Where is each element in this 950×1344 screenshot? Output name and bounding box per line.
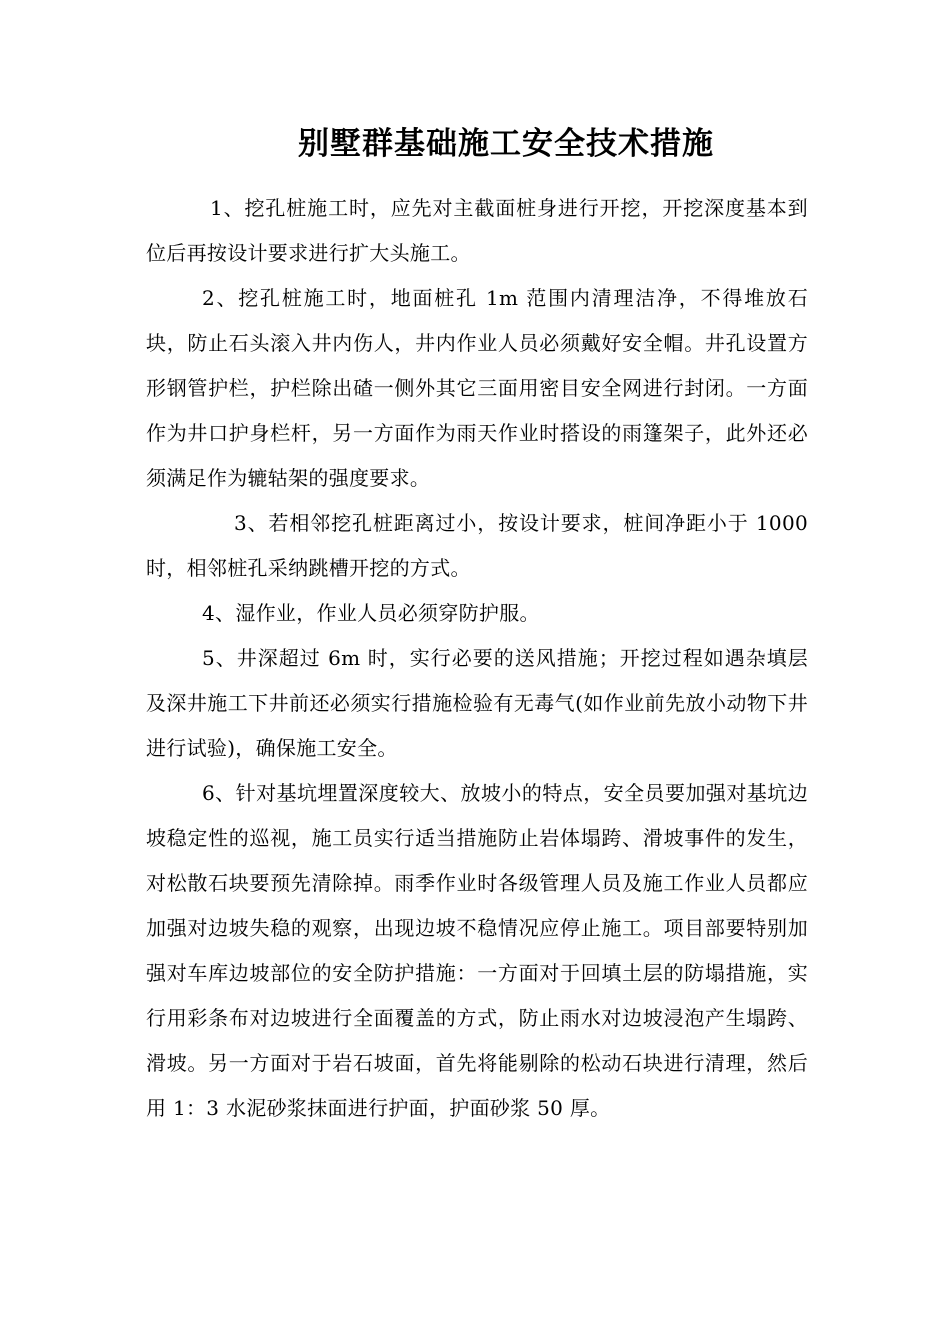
document-body [146, 186, 808, 1131]
paragraph-5: 5、井深超过 6m 时，实行必要的送风措施；开挖过程如遇杂填层及深井施工下井前还必须实行措施检验有无毒气(如作业前先放小动物下井进行试验)，确保施工安全。 [146, 646, 808, 760]
paragraph-3: 3、若相邻挖孔桩距离过小，按设计要求，桩间净距小于 1000 时，相邻桩孔采纳跳槽开挖的方式。 [146, 511, 808, 580]
document-title: 别墅群基础施工安全技术措施 [298, 126, 714, 162]
paragraph-6: 6、针对基坑埋置深度较大、放坡小的特点，安全员要加强对基坑边坡稳定性的巡视，施工员实行适当措施防止岩体塌跨、滑坡事件的发生，对松散石块要预先清除掉。雨季作业时各级管理人员及施工作业人员都应加强对边坡失稳的观察，出现边坡不稳情况应停止施工。项目部要特别加强对车库边坡部位的安全防护措施：一方面对于回填土层的防塌措施，实行用彩条布对边坡进行全面覆盖的方式，防止雨水对边坡浸泡产生塌跨、滑坡。另一方面对于岩石坡面，首先将能剔除的松动石块进行清理，然后用 1：3 水泥砂浆抹面进行护面，护面砂浆 50 厚。 [146, 781, 808, 1120]
paragraph-4: 4、湿作业，作业人员必须穿防护服。 [202, 601, 540, 625]
paragraph-1: 1、挖孔桩施工时，应先对主截面桩身进行开挖，开挖深度基本到位后再按设计要求进行扩大头施工。 [146, 196, 808, 265]
paragraph-2: 2、挖孔桩施工时，地面桩孔 1m 范围内清理洁净，不得堆放石块，防止石头滚入井内伤人，井内作业人员必须戴好安全帽。井孔设置方形钢管护栏，护栏除出碴一侧外其它三面用密目安全网进行封闭。一方面作为井口护身栏杆，另一方面作为雨天作业时搭设的雨篷架子，此外还必须满足作为辘轱架的强度要求。 [146, 286, 808, 490]
